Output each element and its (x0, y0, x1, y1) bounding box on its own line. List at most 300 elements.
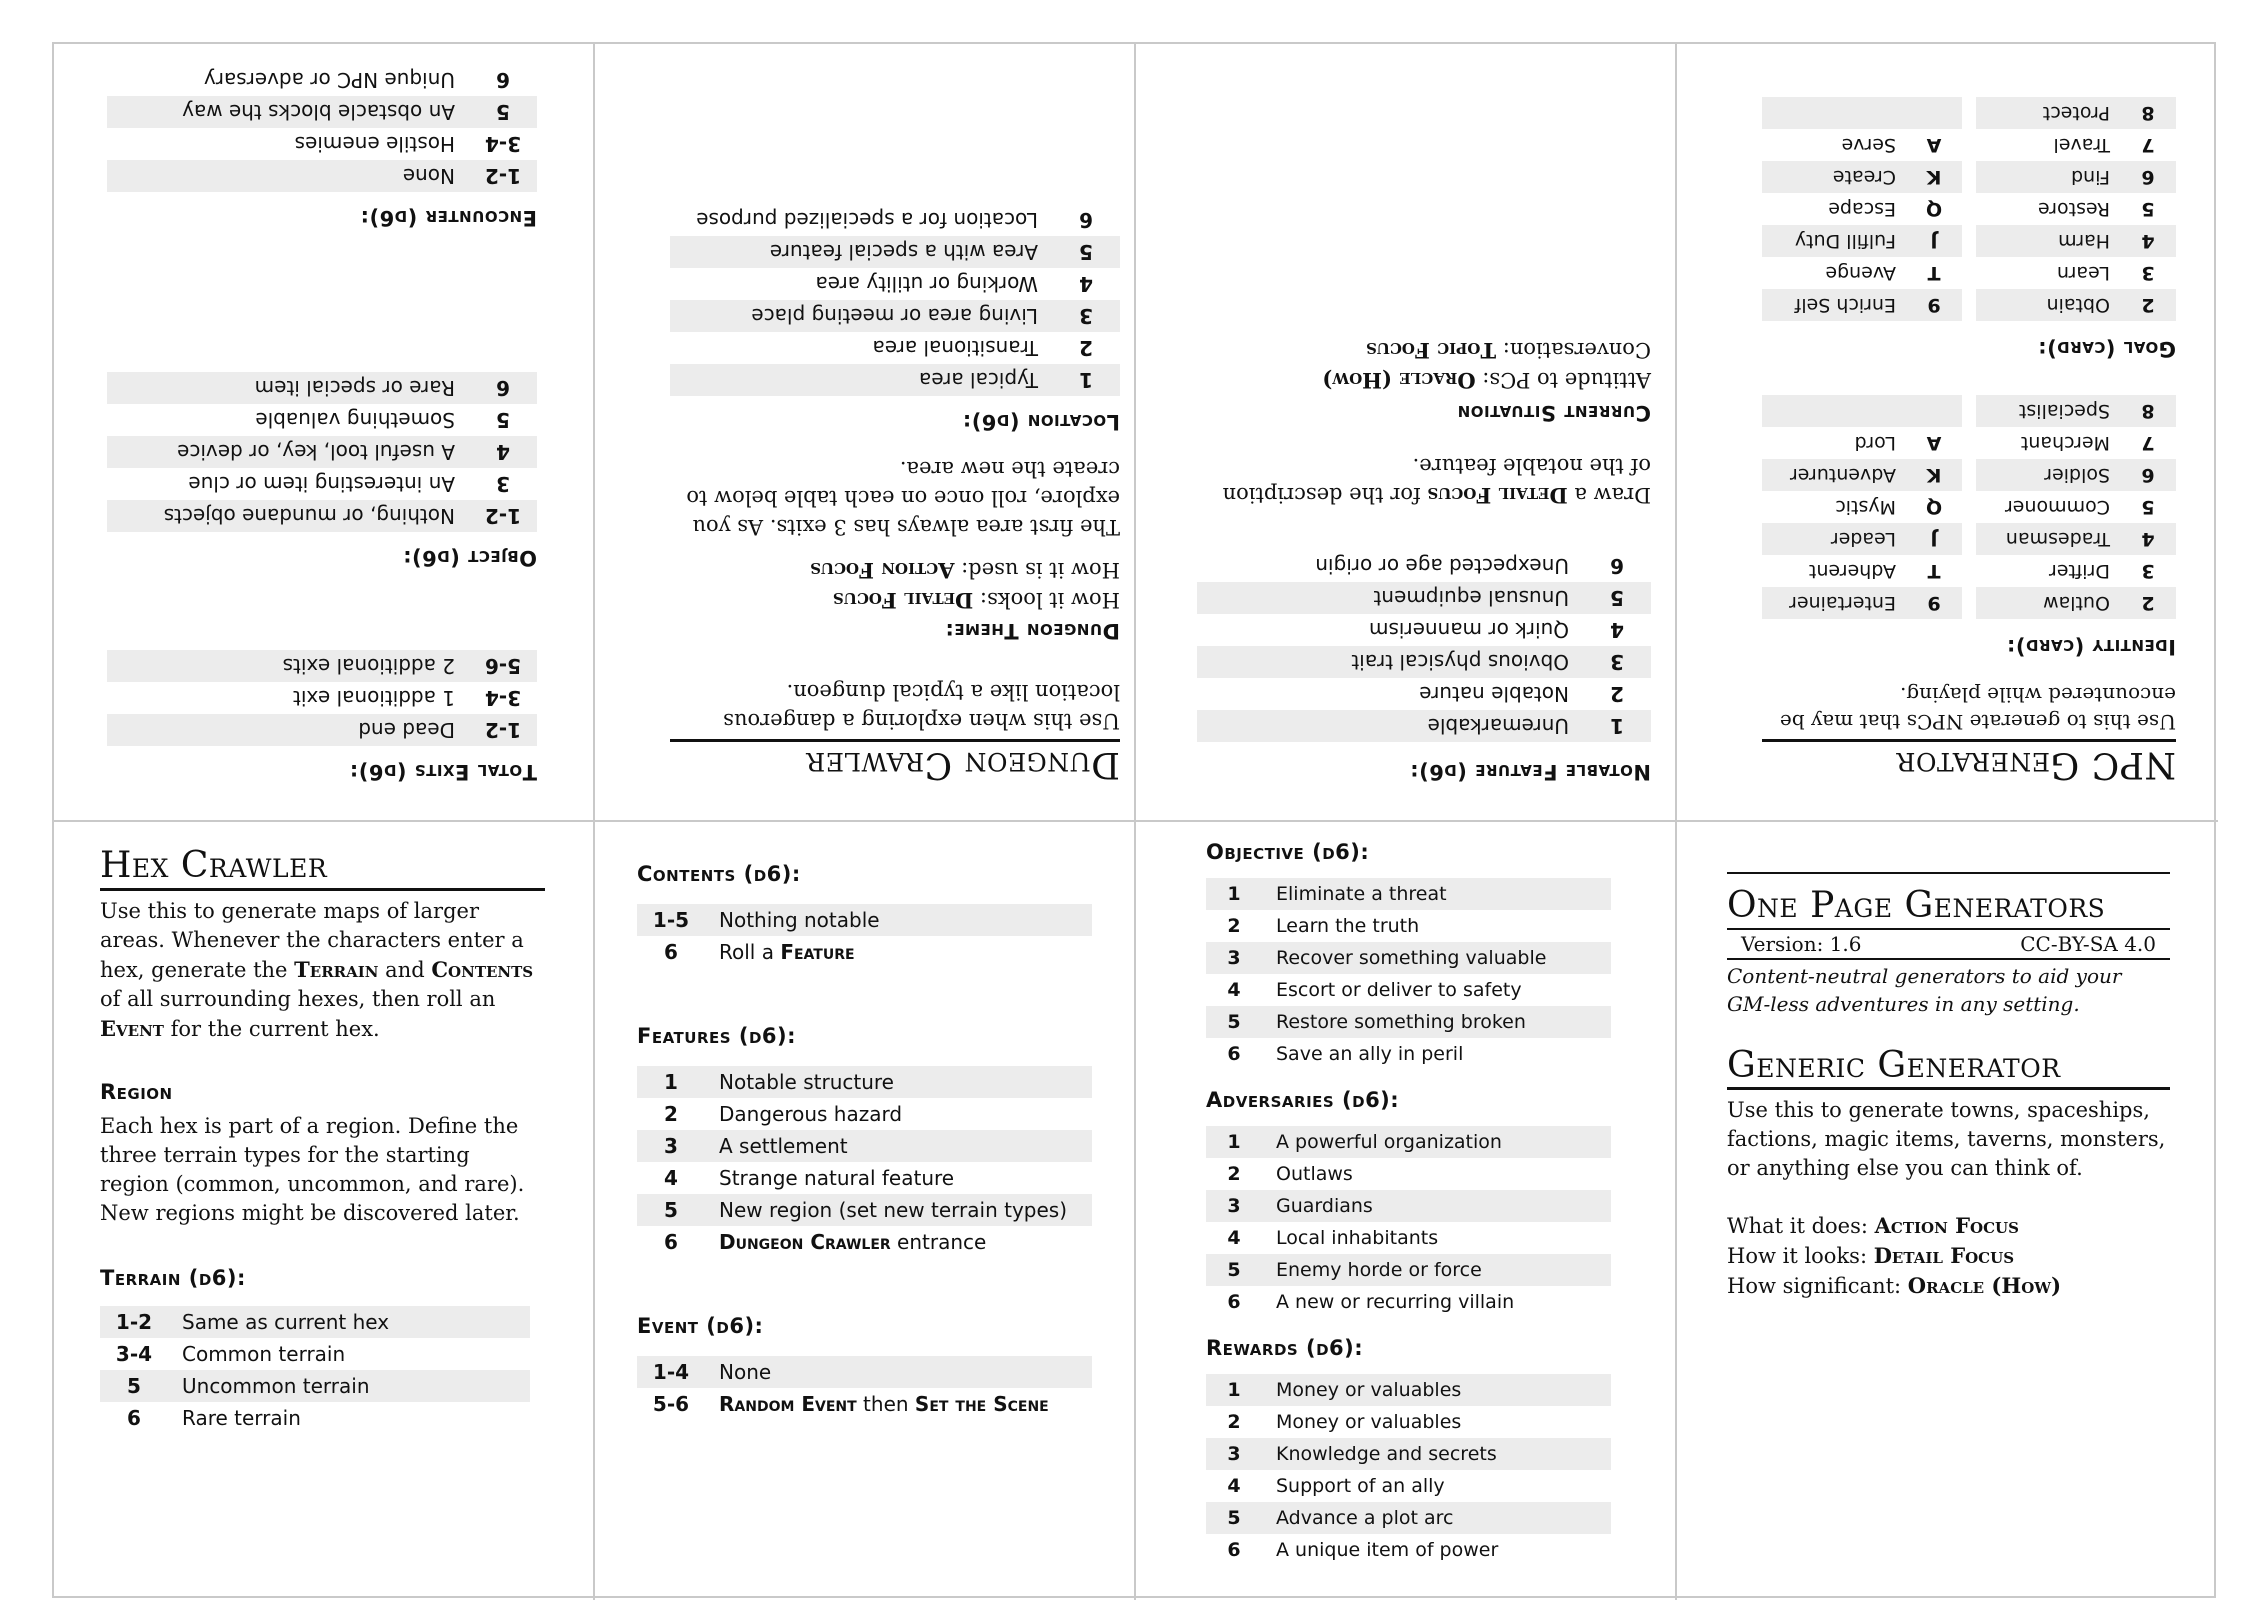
cover-tagline: Content-neutral generators to aid your GM-less adventures in any setting. (1727, 963, 2122, 1016)
row-value (107, 686, 469, 710)
cover-title: One Page Generators (1727, 886, 2170, 930)
row-key: 3 (1227, 947, 1241, 969)
row-key: 4 (664, 1166, 678, 1190)
row-value-text: Nothing notable (719, 908, 880, 932)
row-value (168, 1374, 530, 1398)
hex-intro: Use this to generate maps of larger areas. Whenever the characters enter a hex, generate the Terrain and Contents of all surrounding hexes, then roll an Event for the current hex. (100, 898, 534, 1041)
card-row (1762, 395, 1962, 427)
table-row (100, 1370, 530, 1402)
card-row (1762, 257, 1962, 289)
card-value: Tradesman (2005, 528, 2110, 551)
card-row (1762, 289, 1962, 321)
generic-title: Generic Generator (1727, 1046, 2170, 1091)
region-text: Each hex is part of a region. Define the three terrain types for the starting region (common, uncommon, and rare). New regions might be discovered later. (100, 1113, 525, 1225)
row-value-text: Unexpected age or origin (1315, 554, 1569, 578)
card-value: Leader (1830, 528, 1896, 551)
panel-contents (595, 822, 1136, 1600)
table-row (1206, 1502, 1611, 1534)
row-value (670, 240, 1052, 264)
table-row (1206, 1254, 1611, 1286)
card-key: A (1926, 432, 1942, 455)
panel-objective (1136, 822, 1677, 1600)
table-row (1206, 1534, 1611, 1566)
card-value: Adventurer (1789, 464, 1896, 487)
goal-right-col (1762, 97, 1962, 321)
row-key: 1-2 (115, 1309, 153, 1334)
sig-line: How significant: Oracle (How) (1727, 1273, 2062, 1299)
row-value-text: Same as current hex (182, 1309, 390, 1334)
row-value-text: Rare terrain (182, 1405, 301, 1430)
how-line: How it looks: Detail Focus (1727, 1243, 2015, 1269)
card-value: Soldier (2044, 464, 2110, 487)
row-key: 1 (1227, 883, 1241, 905)
row-value (107, 376, 469, 400)
table-row (1206, 1190, 1611, 1222)
panel-notable (1136, 44, 1677, 822)
card-row (1762, 555, 1962, 587)
row-value (705, 1166, 1092, 1190)
table-row (637, 1098, 1092, 1130)
row-value-text: A new or recurring villain (1276, 1291, 1515, 1313)
card-key: 2 (2141, 592, 2155, 615)
table-row (107, 96, 537, 128)
notable-heading: Notable Feature (d6): (1409, 760, 1651, 784)
npc-intro: Use this to generate NPCs that may be encountered while playing. (1779, 683, 2176, 735)
row-key: 6 (1079, 208, 1093, 233)
table-row (1197, 550, 1651, 582)
row-key: 6 (664, 1230, 678, 1254)
row-value-text: Advance a plot arc (1276, 1507, 1454, 1529)
table-row (637, 904, 1092, 936)
zine-sheet (52, 42, 2216, 1598)
table-row (670, 268, 1120, 300)
row-key: 1-5 (652, 908, 690, 932)
row-key: 3 (496, 472, 510, 496)
row-value (705, 1102, 1092, 1126)
row-key: 3-4 (484, 686, 522, 710)
card-key: 9 (1927, 294, 1941, 317)
row-key: 4 (1079, 272, 1093, 297)
row-value (705, 1070, 1092, 1094)
row-value (1262, 1259, 1611, 1281)
theme-heading: Dungeon Theme: (944, 619, 1120, 644)
card-row (1976, 257, 2176, 289)
table-row (107, 436, 537, 468)
table-row (1206, 974, 1611, 1006)
table-row (107, 500, 537, 532)
card-value: Fulfill Duty (1794, 230, 1896, 253)
row-value (168, 1342, 530, 1366)
row-value-text: Living area or meeting place (751, 304, 1038, 329)
panel-hex-crawler (54, 822, 595, 1600)
card-row (1976, 395, 2176, 427)
row-value (168, 1310, 530, 1334)
table-row (107, 64, 537, 96)
features-table (637, 1066, 1092, 1258)
table-row (107, 128, 537, 160)
table-row (107, 160, 537, 192)
table-row (1197, 678, 1651, 710)
row-value-text: Learn the truth (1276, 915, 1420, 937)
row-key: 1-2 (484, 718, 522, 742)
attitude-line: Attitude to PCs: Oracle (How) (1322, 368, 1651, 393)
row-key: 5 (664, 1198, 678, 1222)
row-value (1197, 618, 1583, 642)
terrain-table (100, 1306, 530, 1434)
table-row (1206, 1438, 1611, 1470)
event-heading: Event (d6): (637, 1314, 764, 1338)
card-row (1976, 225, 2176, 257)
row-value-text: A unique item of power (1276, 1539, 1499, 1561)
objective-table (1206, 878, 1611, 1070)
card-key: 4 (2141, 230, 2155, 253)
card-row (1762, 161, 1962, 193)
card-key: K (1926, 166, 1942, 189)
card-key: 6 (2141, 464, 2155, 487)
table-row (670, 364, 1120, 396)
row-value (1262, 1379, 1611, 1401)
table-row (107, 404, 537, 436)
contents-heading: Contents (d6): (637, 862, 801, 886)
row-value (705, 1230, 1092, 1254)
row-value-text: Common terrain (182, 1341, 346, 1366)
table-row (107, 650, 537, 682)
row-key: 1 (1610, 714, 1624, 738)
row-key: 2 (1227, 915, 1241, 937)
row-value-text: 1 additional exit (293, 686, 455, 710)
card-row (1762, 523, 1962, 555)
row-key: 2 (664, 1102, 678, 1126)
table-row (1197, 614, 1651, 646)
region-heading: Region (100, 1079, 173, 1104)
row-value-text: Dangerous hazard (719, 1102, 903, 1126)
row-key: 6 (1610, 554, 1624, 578)
table-row (1206, 1470, 1611, 1502)
terrain-heading: Terrain (d6): (100, 1265, 246, 1290)
row-value-text: Support of an ally (1276, 1475, 1445, 1497)
row-value (705, 1392, 1092, 1416)
row-value-text: Rare or special item (254, 376, 455, 400)
row-key: 5 (496, 408, 510, 432)
npc-title: NPC Generator (1762, 739, 2176, 784)
table-row (637, 1066, 1092, 1098)
row-value-sc: Dungeon Crawler (719, 1230, 891, 1254)
goal-left-col (1976, 97, 2176, 321)
row-value-text: Unusual equipment (1373, 586, 1569, 610)
identity-right-col (1762, 395, 1962, 619)
row-value-text: Money or valuables (1276, 1411, 1462, 1433)
card-value: Commoner (2004, 496, 2110, 519)
table-row (637, 1162, 1092, 1194)
row-value-text: Transitional area (872, 336, 1038, 361)
row-key: 4 (1610, 618, 1624, 642)
table-row (1197, 710, 1651, 742)
object-table (107, 372, 537, 532)
card-value: Serve (1841, 134, 1896, 157)
table-row (1206, 942, 1611, 974)
table-row (670, 300, 1120, 332)
table-row (107, 682, 537, 714)
row-value-text: Hostile enemies (294, 132, 455, 156)
encounter-heading: Encounter (d6): (360, 206, 537, 230)
row-value (107, 472, 469, 496)
row-value (1262, 1507, 1611, 1529)
card-value: Escape (1828, 198, 1896, 221)
row-value (1197, 586, 1583, 610)
panel-dungeon (595, 44, 1136, 822)
row-value (107, 132, 469, 156)
row-value-text: A powerful organization (1276, 1131, 1502, 1153)
row-value-sc: Feature (780, 940, 855, 964)
table-row (100, 1306, 530, 1338)
draw-detail-text: Draw a Detail Focus for the description of the notable feature. (1222, 454, 1651, 508)
card-key: T (1927, 560, 1941, 583)
row-value (670, 272, 1052, 296)
card-row (1976, 289, 2176, 321)
panel-encounter (54, 44, 595, 822)
card-row (1762, 129, 1962, 161)
row-value-text: 2 additional exits (282, 654, 455, 678)
card-row (1762, 225, 1962, 257)
row-value-text: An interesting item or clue (188, 472, 455, 496)
what-line: What it does: Action Focus (1727, 1213, 2019, 1239)
row-value-text: Notable nature (1419, 682, 1569, 706)
row-value-text: Escort or deliver to safety (1276, 979, 1522, 1001)
row-value-text: Recover something valuable (1276, 947, 1547, 969)
row-value (1197, 554, 1583, 578)
row-value (705, 1134, 1092, 1158)
row-value-sc: Set the Scene (914, 1392, 1049, 1416)
card-value: Outlaw (2043, 592, 2110, 615)
table-row (1197, 646, 1651, 678)
row-key: 6 (127, 1405, 141, 1430)
card-row (1762, 193, 1962, 225)
row-key: 3 (1610, 650, 1624, 674)
card-key: 3 (2141, 560, 2155, 583)
identity-table (1762, 395, 2176, 619)
table-row (1206, 1006, 1611, 1038)
row-value-text: Area with a special feature (769, 240, 1038, 265)
card-row (1762, 459, 1962, 491)
exits-table (107, 650, 537, 746)
row-value-text: Notable structure (719, 1070, 894, 1094)
row-value (670, 368, 1052, 392)
row-value-sc: Random Event (719, 1392, 857, 1416)
row-value (1197, 714, 1583, 738)
row-value (1262, 979, 1611, 1001)
row-value (107, 718, 469, 742)
theme-looks: How it looks: Detail Focus (832, 588, 1120, 614)
row-value (1262, 1227, 1611, 1249)
contents-table (637, 904, 1092, 968)
table-row (637, 1356, 1092, 1388)
row-key: 1-2 (484, 164, 522, 188)
identity-heading: Identity (card): (2006, 635, 2176, 660)
row-value-text: Knowledge and secrets (1276, 1443, 1497, 1465)
features-heading: Features (d6): (637, 1024, 797, 1048)
card-value: Merchant (2020, 432, 2110, 455)
row-value (1197, 682, 1583, 706)
table-row (670, 204, 1120, 236)
row-value-text: Something valuable (255, 408, 455, 432)
table-row (1206, 878, 1611, 910)
table-row (637, 1194, 1092, 1226)
row-key: 5-6 (652, 1392, 690, 1416)
row-key: 4 (496, 440, 510, 464)
row-key: 1 (1079, 368, 1093, 393)
license-text: CC-BY-SA 4.0 (2020, 931, 2156, 956)
event-table (637, 1356, 1092, 1420)
card-row (1976, 97, 2176, 129)
card-value: Specialist (2018, 400, 2110, 423)
row-value-text: None (719, 1360, 772, 1384)
row-key: 5 (1079, 240, 1093, 265)
row-value (1262, 1163, 1611, 1185)
row-value-text: Uncommon terrain (182, 1373, 370, 1398)
row-value (1262, 947, 1611, 969)
row-value-text: A useful tool, key, or device (177, 440, 455, 464)
version-row (1727, 930, 2170, 960)
row-value-text: Outlaws (1276, 1163, 1353, 1185)
row-value (107, 504, 469, 528)
table-row (637, 1388, 1092, 1420)
row-value (705, 1198, 1092, 1222)
row-value-text: New region (set new terrain types) (719, 1198, 1067, 1222)
row-value (670, 208, 1052, 232)
row-value (705, 940, 1092, 964)
table-row (1206, 1222, 1611, 1254)
objective-heading: Objective (d6): (1206, 840, 1370, 864)
table-row (107, 714, 537, 746)
card-key: Q (1925, 496, 1943, 519)
card-key: 3 (2141, 262, 2155, 285)
card-row (1976, 427, 2176, 459)
row-key: 1 (1227, 1131, 1241, 1153)
row-key: 1 (1227, 1379, 1241, 1401)
card-value: Obtain (2046, 294, 2110, 317)
table-row (1206, 1126, 1611, 1158)
row-key: 1-4 (652, 1360, 690, 1384)
row-value-text: Location for a specialized purpose (696, 208, 1038, 233)
encounter-table (107, 64, 537, 192)
row-key: 3 (1227, 1195, 1241, 1217)
row-value-text: Quirk or mannerism (1368, 618, 1569, 642)
card-row (1976, 161, 2176, 193)
row-value-text: Enemy horde or force (1276, 1259, 1482, 1281)
row-value (107, 68, 469, 92)
row-value-text: Save an ally in peril (1276, 1043, 1464, 1065)
card-value: Create (1832, 166, 1896, 189)
row-value (1262, 1539, 1611, 1561)
card-key: 9 (1927, 592, 1941, 615)
card-row (1976, 193, 2176, 225)
row-value-text: Eliminate a threat (1276, 883, 1447, 905)
theme-used: How it is used: Action Focus (810, 558, 1120, 584)
row-value-text: None (402, 164, 455, 188)
adversaries-table (1206, 1126, 1611, 1318)
dungeon-intro: Use this when exploring a dangerous location like a typical dungeon. (723, 680, 1120, 734)
table-row (1206, 1158, 1611, 1190)
row-value (107, 654, 469, 678)
card-row (1762, 491, 1962, 523)
row-key: 3-4 (484, 132, 522, 156)
card-row (1976, 587, 2176, 619)
dungeon-title: Dungeon Crawler (670, 739, 1120, 784)
card-row (1976, 523, 2176, 555)
table-row (100, 1402, 530, 1434)
row-key: 4 (1227, 1475, 1241, 1497)
table-row (1197, 582, 1651, 614)
row-key: 5 (1227, 1011, 1241, 1033)
table-row (1206, 1286, 1611, 1318)
row-key: 5 (1610, 586, 1624, 610)
row-value-text: Unremarkable (1427, 714, 1569, 738)
location-heading: Location (d6): (962, 410, 1120, 435)
row-value-text: Unique NPC or adversary (203, 68, 455, 92)
table-row (1206, 1406, 1611, 1438)
card-key: J (1930, 230, 1938, 253)
card-key: 5 (2141, 496, 2155, 519)
goal-heading: Goal (card): (2037, 337, 2176, 362)
row-value (107, 164, 469, 188)
row-key: 6 (496, 376, 510, 400)
table-row (637, 936, 1092, 968)
row-key: 3-4 (115, 1341, 153, 1366)
card-key: T (1927, 262, 1941, 285)
row-value-text: Dead end (358, 718, 455, 742)
row-key: 4 (1227, 979, 1241, 1001)
row-value-text: An obstacle blocks the way (182, 100, 455, 124)
card-value: Learn (2056, 262, 2110, 285)
card-value: Travel (2053, 134, 2110, 157)
row-key: 2 (1227, 1163, 1241, 1185)
row-key: 6 (664, 940, 678, 964)
table-row (670, 236, 1120, 268)
card-key: 7 (2141, 134, 2155, 157)
row-value (1262, 1195, 1611, 1217)
row-value-text: Local inhabitants (1276, 1227, 1439, 1249)
card-value: Avenge (1825, 262, 1896, 285)
card-value: Lord (1854, 432, 1896, 455)
row-value (107, 408, 469, 432)
row-key: 6 (1227, 1539, 1241, 1561)
row-value-text: Typical area (919, 368, 1038, 393)
adversaries-heading: Adversaries (d6): (1206, 1088, 1400, 1112)
card-value: Enrich Self (1794, 294, 1896, 317)
card-key: 8 (2141, 102, 2155, 125)
card-row (1762, 427, 1962, 459)
table-row (1206, 1038, 1611, 1070)
row-value (705, 908, 1092, 932)
table-row (107, 468, 537, 500)
card-row (1976, 491, 2176, 523)
card-value: Protect (2042, 102, 2110, 125)
row-value-text: entrance (890, 1230, 987, 1254)
row-value (1262, 915, 1611, 937)
row-key: 6 (1227, 1291, 1241, 1313)
hex-title: Hex Crawler (100, 846, 545, 891)
row-value-text: Strange natural feature (719, 1166, 955, 1190)
conversation-line: Conversation: Topic Focus (1365, 338, 1651, 363)
row-key: 2 (1079, 336, 1093, 361)
row-key: 1 (664, 1070, 678, 1094)
row-value (1262, 1443, 1611, 1465)
row-value-text: Money or valuables (1276, 1379, 1462, 1401)
card-value: Entertainer (1789, 592, 1896, 615)
table-row (100, 1338, 530, 1370)
row-value-text: Nothing, or mundane objects (163, 504, 455, 528)
row-value-text: Roll a (719, 940, 781, 964)
